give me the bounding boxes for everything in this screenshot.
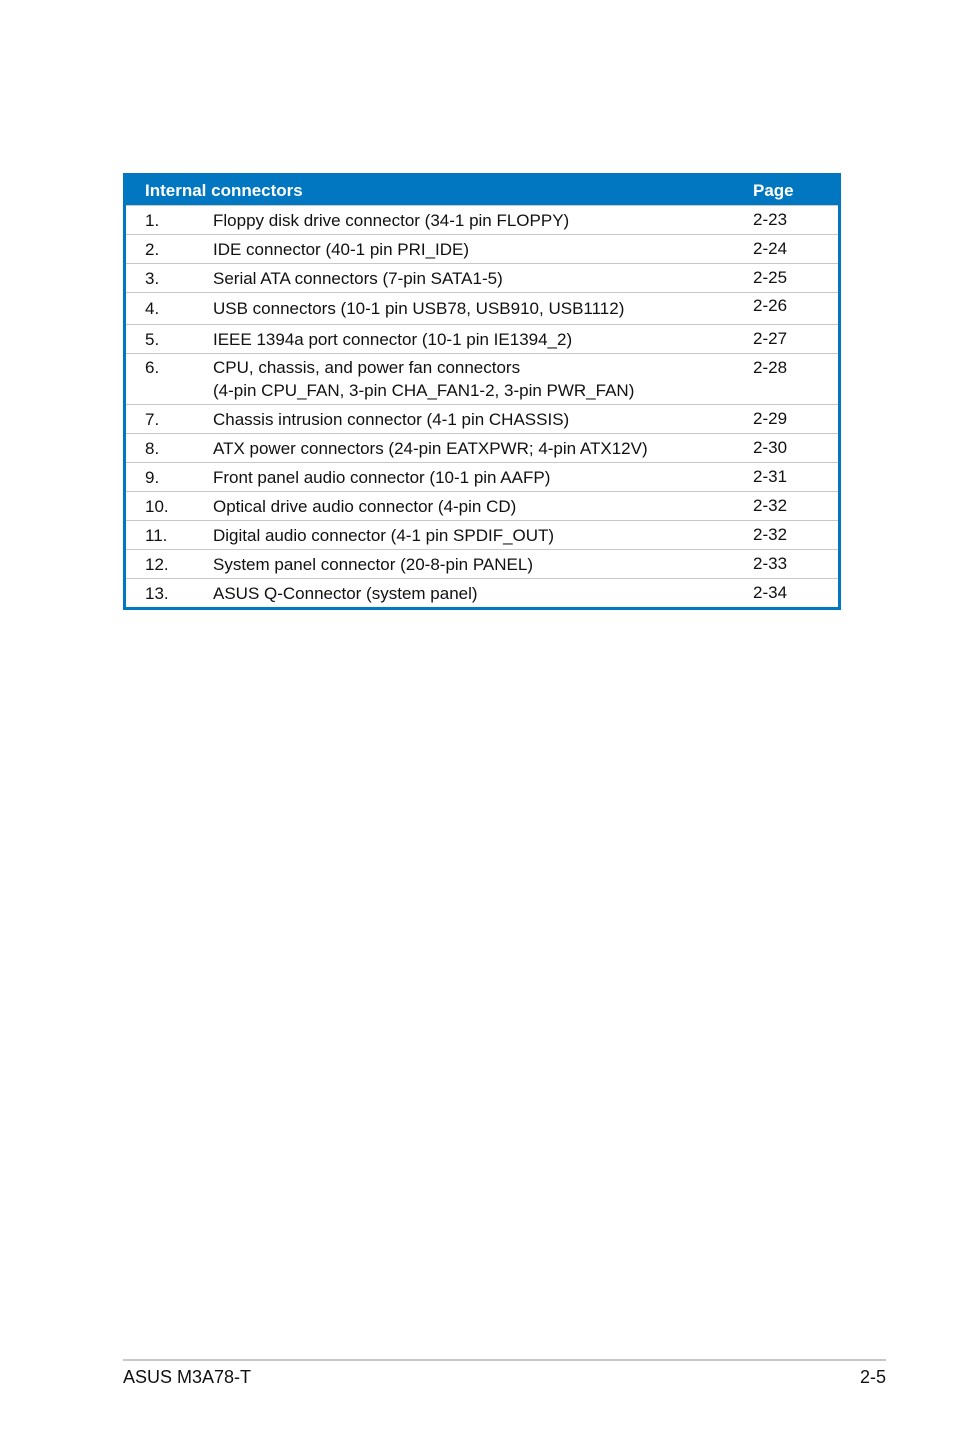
row-number: 13. [145,583,169,603]
table-row [126,433,838,462]
table-row [126,404,838,433]
row-page: 2-29 [753,409,788,428]
row-page: 2-23 [753,210,788,229]
row-page: 2-24 [753,239,788,258]
row-number: 11. [145,525,168,545]
row-page: 2-34 [753,583,788,602]
row-page: 2-26 [753,296,788,315]
internal-connectors-table [123,173,841,610]
table-header-title: Internal connectors [145,180,303,200]
row-number: 2. [145,239,160,259]
row-description: IEEE 1394a port connector (10-1 pin IE1394_2) [213,329,573,349]
row-number: 12. [145,554,169,574]
row-description: Chassis intrusion connector (4-1 pin CHASSIS) [213,409,570,429]
row-description: ASUS Q-Connector (system panel) [213,583,478,603]
row-page: 2-31 [753,467,788,486]
row-description: USB connectors (10-1 pin USB78, USB910, USB1112) [213,299,625,318]
row-number: 4. [145,299,160,318]
table-row [126,324,838,353]
table-header [126,176,838,205]
row-description: IDE connector (40-1 pin PRI_IDE) [213,239,470,259]
row-description: Floppy disk drive connector (34-1 pin FLOPPY) [213,210,570,230]
row-page: 2-25 [753,268,788,287]
row-page: 2-33 [753,554,788,573]
table-header-page: Page [753,180,794,200]
row-number: 1. [145,210,160,230]
table-row [126,205,838,234]
table-row [126,462,838,491]
row-description: ATX power connectors (24-pin EATXPWR; 4-pin ATX12V) [213,438,648,458]
row-number: 6. [145,358,160,377]
row-description: Digital audio connector (4-1 pin SPDIF_OUT) [213,525,555,545]
row-page: 2-28 [753,358,788,377]
row-page: 2-32 [753,496,788,515]
row-page: 2-30 [753,438,788,457]
row-description: Serial ATA connectors (7-pin SATA1-5) [213,268,503,288]
table-row [126,292,838,324]
row-number: 3. [145,268,160,288]
row-number: 8. [145,438,160,458]
row-description: System panel connector (20-8-pin PANEL) [213,554,534,574]
row-number: 10. [145,496,169,516]
row-description: Front panel audio connector (10-1 pin AAFP) [213,467,551,487]
table-row [126,491,838,520]
table-row [126,263,838,292]
footer-divider [123,1359,886,1361]
footer-product-name: ASUS M3A78-T [123,1367,252,1387]
row-number: 5. [145,329,160,349]
table-row [126,549,838,578]
table-row [126,234,838,263]
row-number: 7. [145,409,160,429]
row-page: 2-27 [753,329,788,348]
table-row [126,520,838,549]
row-number: 9. [145,467,160,487]
footer-page-number: 2-5 [859,1367,886,1387]
row-description: CPU, chassis, and power fan connectors (4-pin CPU_FAN, 3-pin CHA_FAN1-2, 3-pin PWR_FAN) [213,358,635,400]
row-description: Optical drive audio connector (4-pin CD) [213,496,517,516]
table-row [126,578,838,607]
row-page: 2-32 [753,525,788,544]
table-row [126,353,838,404]
